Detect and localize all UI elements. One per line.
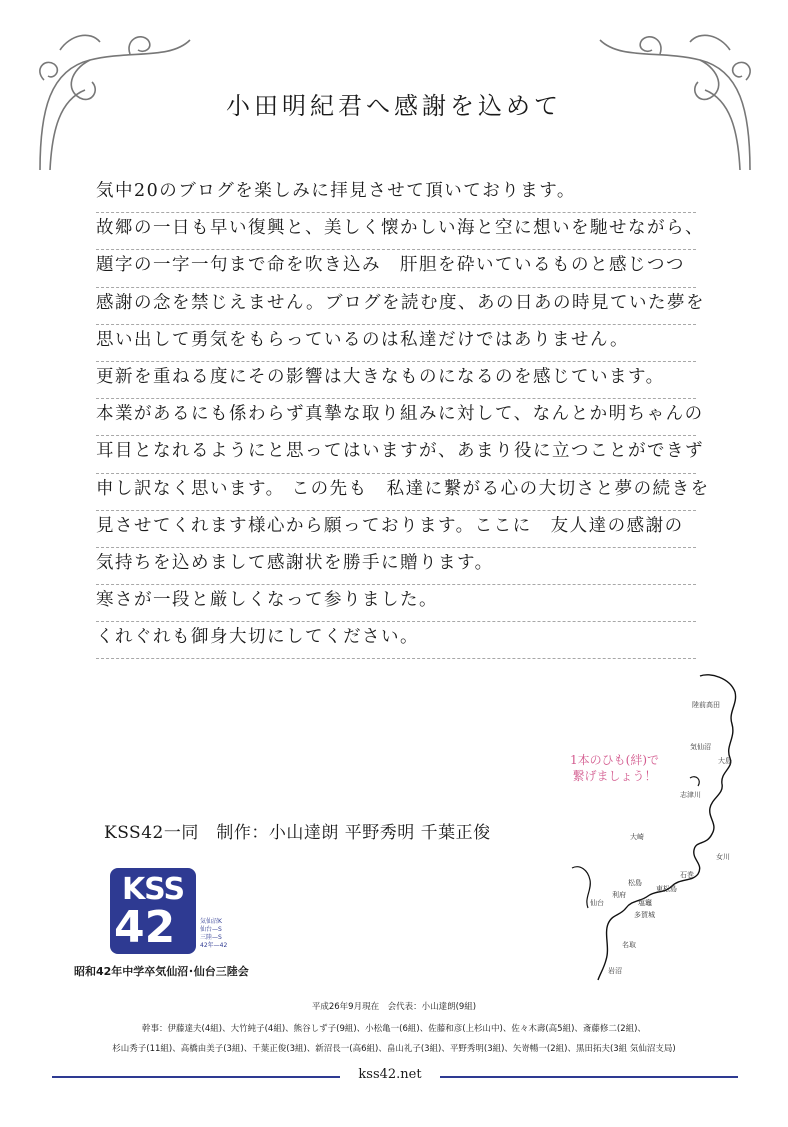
map-place-label: 大崎 (630, 833, 644, 841)
map-place-label: 松島 (628, 879, 642, 887)
map-place-label: 気仙沼 (690, 743, 711, 751)
footer-site-url: kss42.net (358, 1067, 422, 1082)
coastline-map-icon (560, 668, 760, 988)
map-place-label: 利府 (612, 891, 626, 899)
map-tagline (570, 752, 659, 784)
map-tagline-line2: 繋げましょう！ (572, 769, 657, 783)
letter-body (96, 176, 710, 659)
footer-officers-line: 幹事：伊藤達夫(4組)、大竹純子(4組)、熊谷しず子(9組)、小松亀一(6組)、佐藤和彦(上杉山中)、佐々木壽(高5組)、斎藤修二(2組)、 (142, 1024, 646, 1034)
letter-line: 本業があるにも係わらず真摯な取り組みに対して、なんとか明ちゃんの (96, 399, 696, 436)
map-place-label: 多賀城 (634, 911, 655, 919)
map-place-label: 女川 (716, 853, 730, 861)
logo-sub-text: 42年—42 (200, 942, 228, 949)
logo-text-42: 42 (114, 902, 176, 953)
logo-sub-text: 仙台—S (200, 926, 222, 933)
letter-line: 申し訳なく思います。 この先も 私達に繋がる心の大切さと夢の続きを (96, 474, 696, 511)
footer-date-line: 平成26年9月現在 会代表：小山達朗(9組) (311, 1002, 477, 1012)
letter-line: 思い出して勇気をもらっているのは私達だけではありません。 (96, 325, 696, 362)
map-place-label: 陸前高田 (692, 701, 720, 709)
letter-line: 題字の一字一句まで命を吹き込み 肝胆を砕いているものと感じつつ (96, 250, 696, 287)
letter-line: くれぐれも御身大切にしてください。 (96, 622, 696, 659)
map-place-label: 東松島 (656, 885, 677, 893)
letter-line: 耳目となれるようにと思ってはいますが、あまり役に立つことができず (96, 436, 696, 473)
letter-line: 気中20のブログを楽しみに拝見させて頂いております。 (96, 176, 696, 213)
footer-rule-left (52, 1076, 340, 1078)
letter-line: 見させてくれます様心から願っております。ここに 友人達の感謝の (96, 511, 696, 548)
logo-sub-text: 気仙沼K (200, 918, 222, 925)
map-tagline-line1: 1本のひも(絆)で (570, 753, 659, 767)
map-place-label: 仙台 (590, 899, 604, 907)
map-place-label: 岩沼 (608, 967, 622, 975)
map-place-label: 名取 (622, 941, 636, 949)
letter-line: 寒さが一段と厳しくなって参りました。 (96, 585, 696, 622)
map-place-label: 大島 (718, 757, 732, 765)
footer-rule-right (440, 1076, 738, 1078)
association-name: 昭和42年中学卒気仙沼･仙台三陸会 (74, 965, 249, 978)
footer-officers-line: 杉山秀子(11組)、高橋由美子(3組)、千葉正俊(3組)、新沼長一(高6組)、畠山礼子(3組)、平野秀明(3組)、矢嵜暢一(2組)、黒田拓夫(3組 気仙沼支局) (112, 1044, 676, 1054)
signature: KSS42一同 制作：小山達朗 平野秀明 千葉正俊 (104, 823, 491, 843)
page-title: 小田明紀君へ感謝を込めて (226, 92, 562, 120)
map-place-label: 志津川 (680, 791, 701, 799)
map-place-label: 石巻 (680, 871, 694, 879)
letter-line: 気持ちを込めまして感謝状を勝手に贈ります。 (96, 548, 696, 585)
letter-line: 更新を重ねる度にその影響は大きなものになるのを感じています。 (96, 362, 696, 399)
kss42-logo (110, 868, 196, 954)
letter-line: 感謝の念を禁じえません。ブログを読む度、あの日あの時見ていた夢を (96, 288, 696, 325)
map-place-label: 塩竈 (638, 899, 652, 907)
letter-line: 故郷の一日も早い復興と、美しく懐かしい海と空に想いを馳せながら、 (96, 213, 696, 250)
logo-sub-text: 三陸—S (200, 934, 222, 941)
logo-text-kss: KSS (121, 872, 185, 907)
